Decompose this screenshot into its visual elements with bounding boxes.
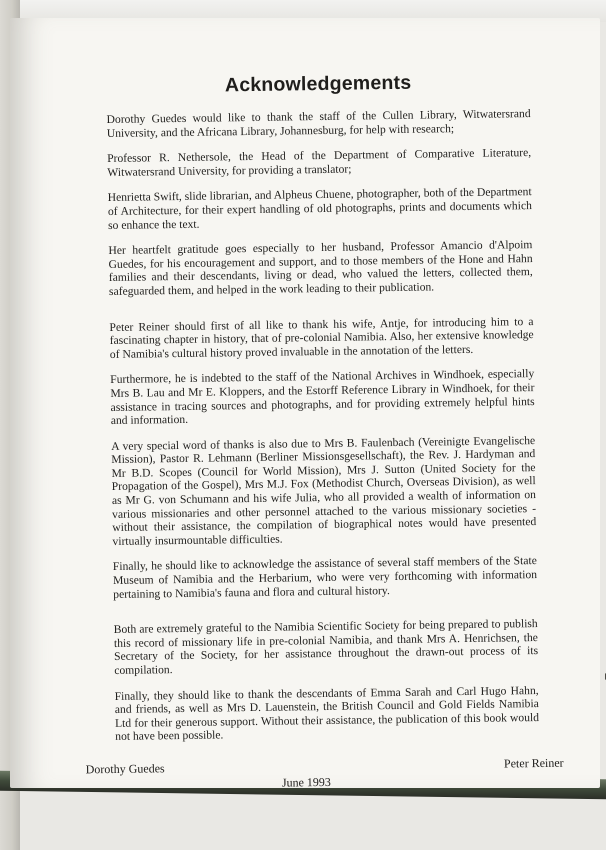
signature-row — [85, 755, 564, 802]
paragraph: Professor R. Nethersole, the Head of the Department of Comparative Literature, Witwatersrand University, for providing a translator; — [107, 146, 532, 179]
page-title: Acknowledgements — [224, 71, 412, 97]
signature-peter-reiner: Peter Reiner — [503, 755, 564, 771]
book-page — [10, 18, 600, 788]
paragraph: Dorothy Guedes would like to thank the staff of the Cullen Library, Witwatersrand University, and the Africana Library, Johannesburg, for help with research; — [106, 107, 531, 140]
paragraph: Her heartfelt gratitude goes especially to her husband, Professor Amancio d'Alpoim Guedes, for his encouragement and support, and to those members of the Hone and Hahn families and their descendants, living or dead, who valued the letters, collected them, safeguarded them, and helped in the work leading to their publication. — [108, 238, 533, 298]
paragraph: Finally, they should like to thank the descendants of Emma Sarah and Carl Hugo Hahn, and friends, as well as Mrs D. Lauenstein, the British Council and Gold Fields Namibia Ltd for their generous support. Without their assistance, the publication of this book would not have been possible. — [114, 683, 540, 744]
paragraph: A very special word of thanks is also due to Mrs B. Faulenbach (Vereinigte Evangelische Mission), Pastor R. Lehmann (Berliner Missionsgesellschaft), the Rev. J. Hardyman and Mr B.D. Scopes (Council for World Mission), Mrs J. Sutton (United Society for the Propagation of the Gospel), Mrs M.J. Fox (Methodist Church, Overseas Division), as well as Mr G. von Schumann and his wife Julia, who all provided a wealth of information on various missionaries and other personnel attached to the various missionary societies - without their assistance, the compilation of biographical notes would have presented virtually insurmountable difficulties. — [111, 433, 537, 548]
page-text-block — [85, 70, 564, 802]
paragraph: Finally, he should like to acknowledge the assistance of several staff members of the State Museum of Namibia and the Herbarium, who were very forthcoming with information pertaining to Namibia's fauna and flora and cultural history. — [112, 554, 538, 601]
paragraph: Both are extremely grateful to the Namibia Scientific Society for being prepared to publish this record of missionary life in pre-colonial Namibia, and thank Mrs A. Henrichsen, the Secretary of the Society, for her assistance throughout the drawn-out process of its compilation. — [113, 617, 539, 677]
signature-date: June 1993 — [281, 774, 331, 790]
paragraph: Furthermore, he is indebted to the staff of the National Archives in Windhoek, especially Mrs B. Lau and Mr E. Kloppers, and the Estorff Reference Library in Windhoek, for their assistance in tracing sources and photographs, and for providing extremely helpful hints and information. — [110, 367, 535, 428]
paragraph: Peter Reiner should first of all like to thank his wife, Antje, for introducing him to a fascinating chapter in history, that of pre-colonial Namibia. Also, her extensive knowledge of Namibia's cultural history proved invaluable in the annotation of the letters. — [109, 314, 534, 361]
paragraph: Henrietta Swift, slide librarian, and Alpheus Chuene, photographer, both of the Department of Architecture, for their expert handling of old photographs, prints and documents which so enhance the text. — [107, 185, 532, 232]
signature-dorothy-guedes: Dorothy Guedes — [85, 761, 165, 777]
